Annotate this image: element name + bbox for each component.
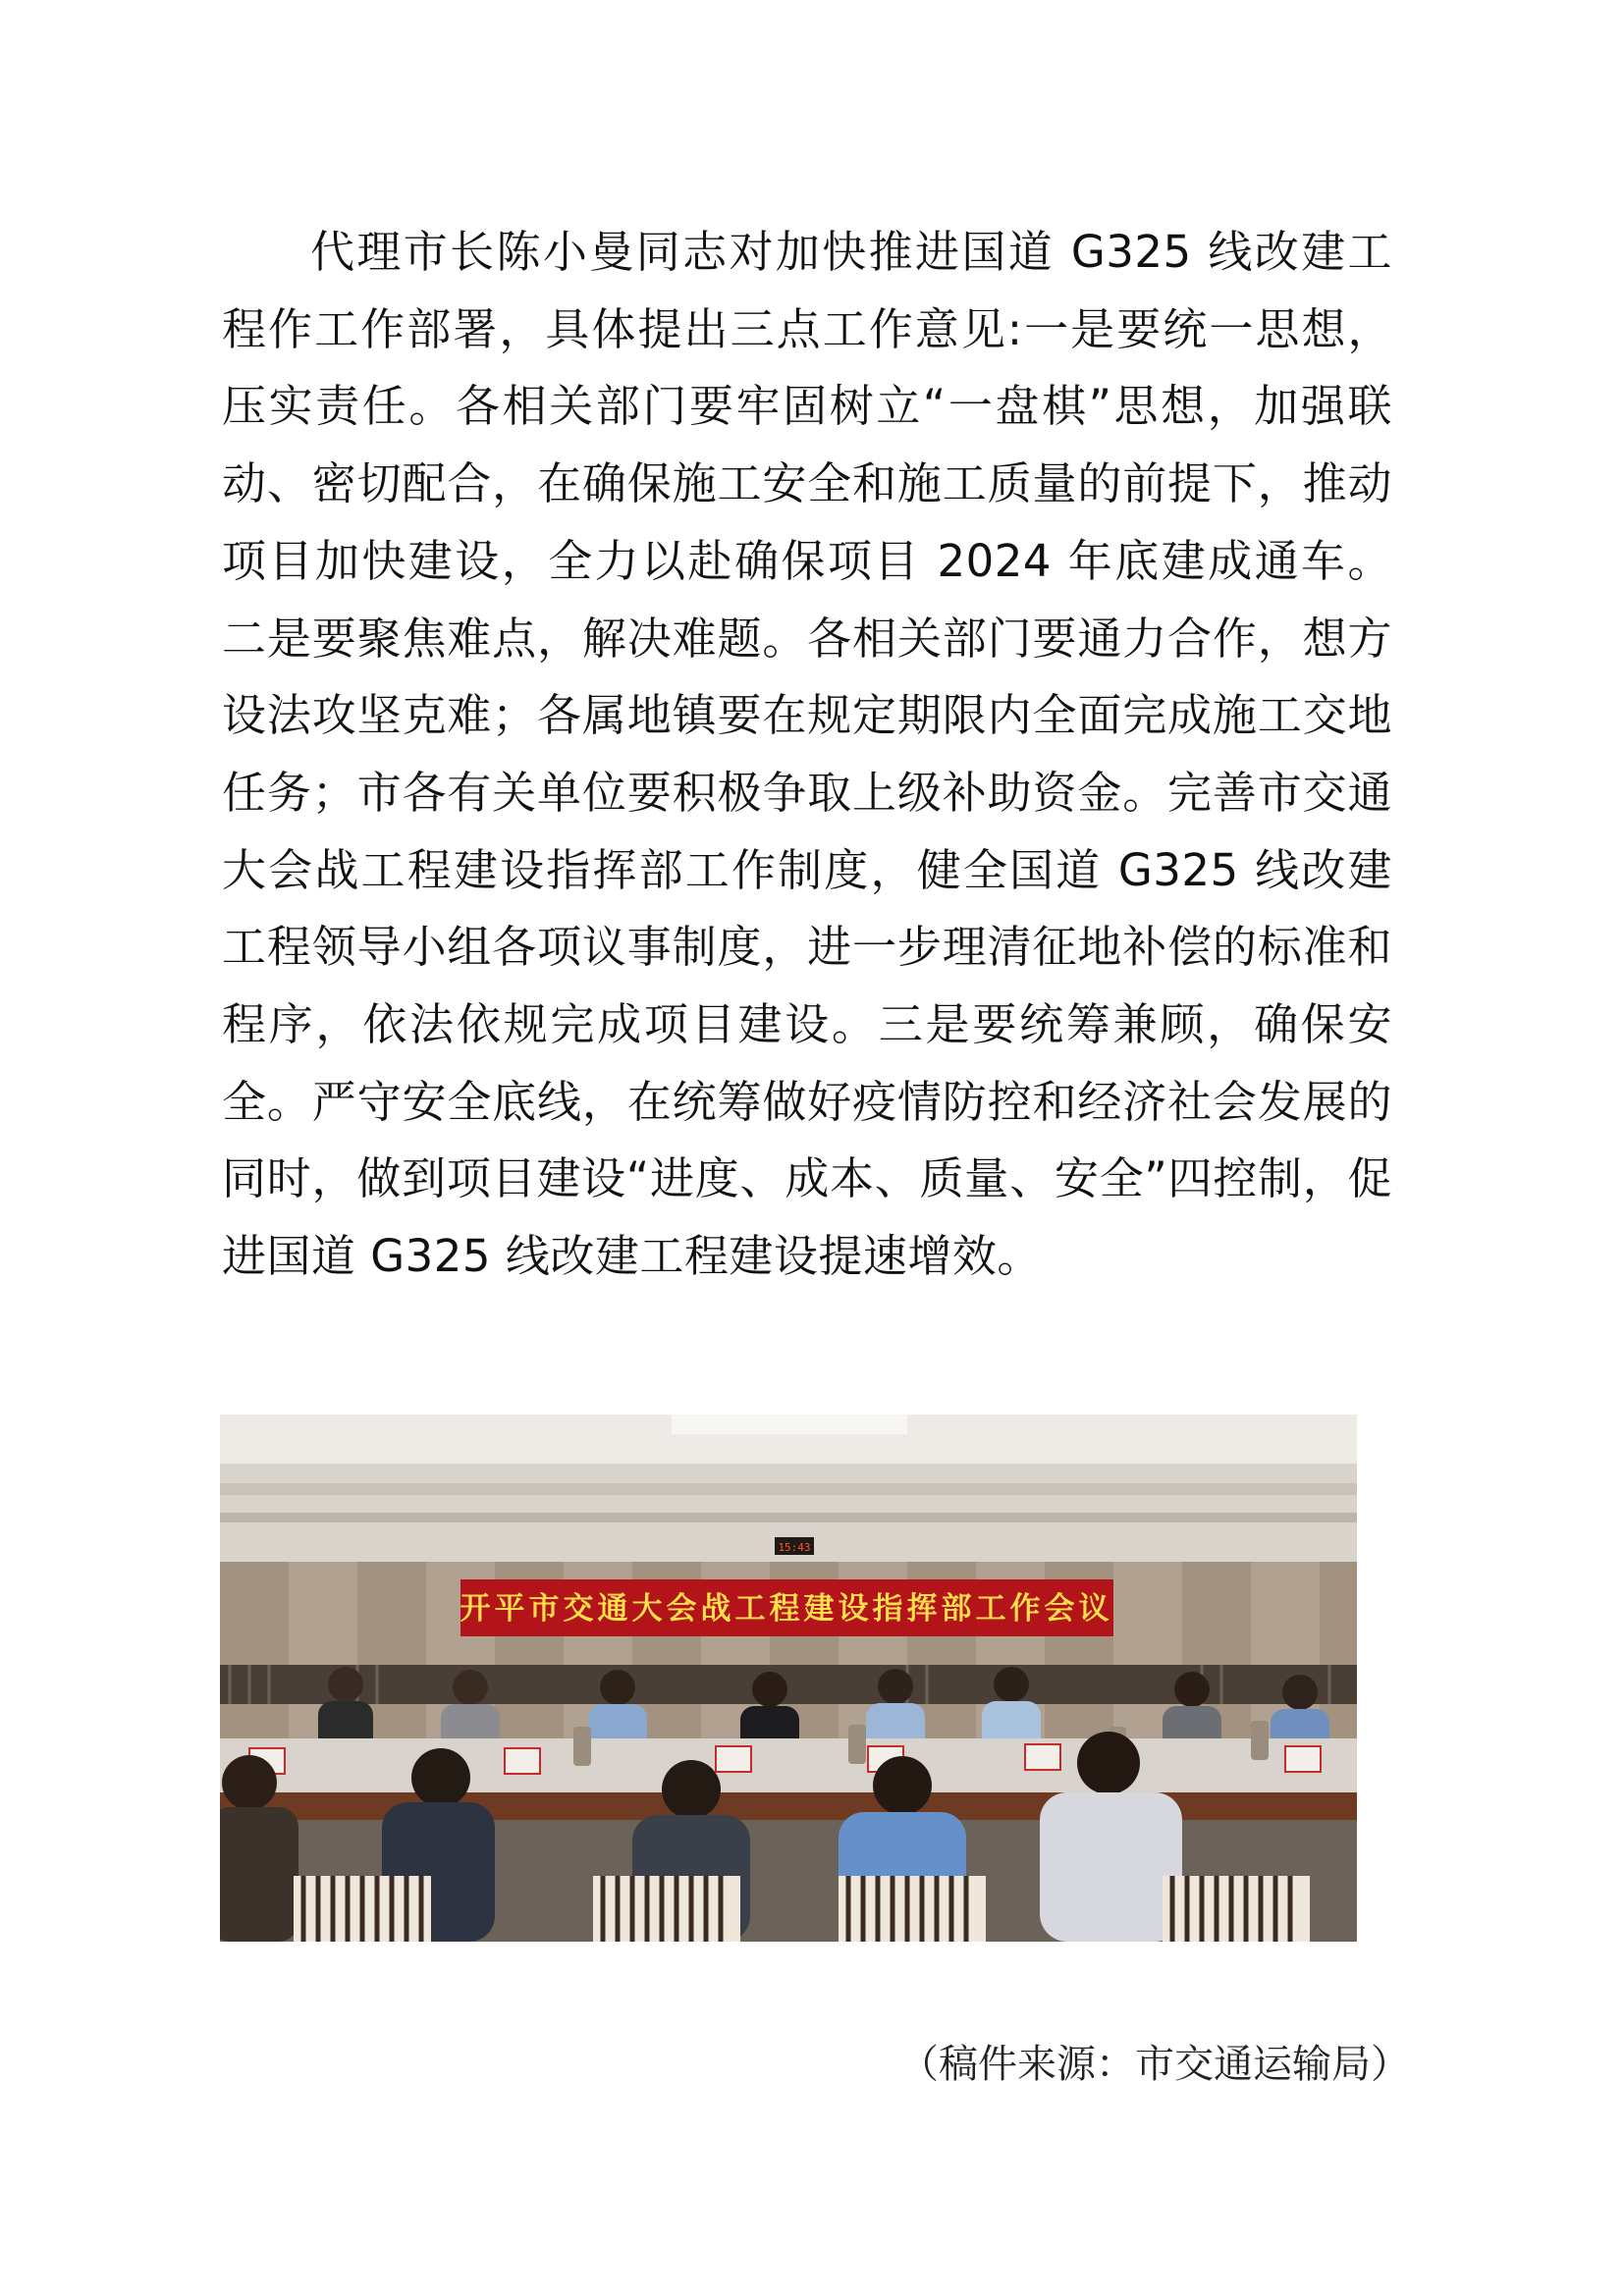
meeting-photo (220, 1415, 1357, 1942)
clock-text: 15:43 (778, 1541, 811, 1554)
banner-text: 开平市交通大会战工程建设指挥部工作会议 (460, 1591, 1113, 1627)
source-caption: （稿件来源：市交通运输局） (899, 2042, 1410, 2087)
article-paragraph: 代理市长陈小曼同志对加快推进国道 G325 线改建工程作工作部署，具体提出三点工作意见:一是要统一思想，压实责任。各相关部门要牢固树立“一盘棋”思想，加强联动、密切配合，在确保施工安全和施工质量的前提下，推动项目加快建设，全力以赴确保项目 2024 年底建成通车。二是要聚焦难点，解决难题。各相关部门要通力合作，想方设法攻坚克难；各属地镇要在规定期限内全面完成施工交地任务；市各有关单位要积极争取上级补助资金。完善市交通大会战工程建设指挥部工作制度，健全国道 G325 线改建工程领导小组各项议事制度，进一步理清征地补偿的标准和程序，依法依规完成项目建设。三是要统筹兼顾，确保安全。严守安全底线，在统筹做好疫情防控和经济社会发展的同时，做到项目建设“进度、成本、质量、安全”四控制，促进国道 G325 线改建工程建设提速增效。 (222, 226, 1392, 1283)
